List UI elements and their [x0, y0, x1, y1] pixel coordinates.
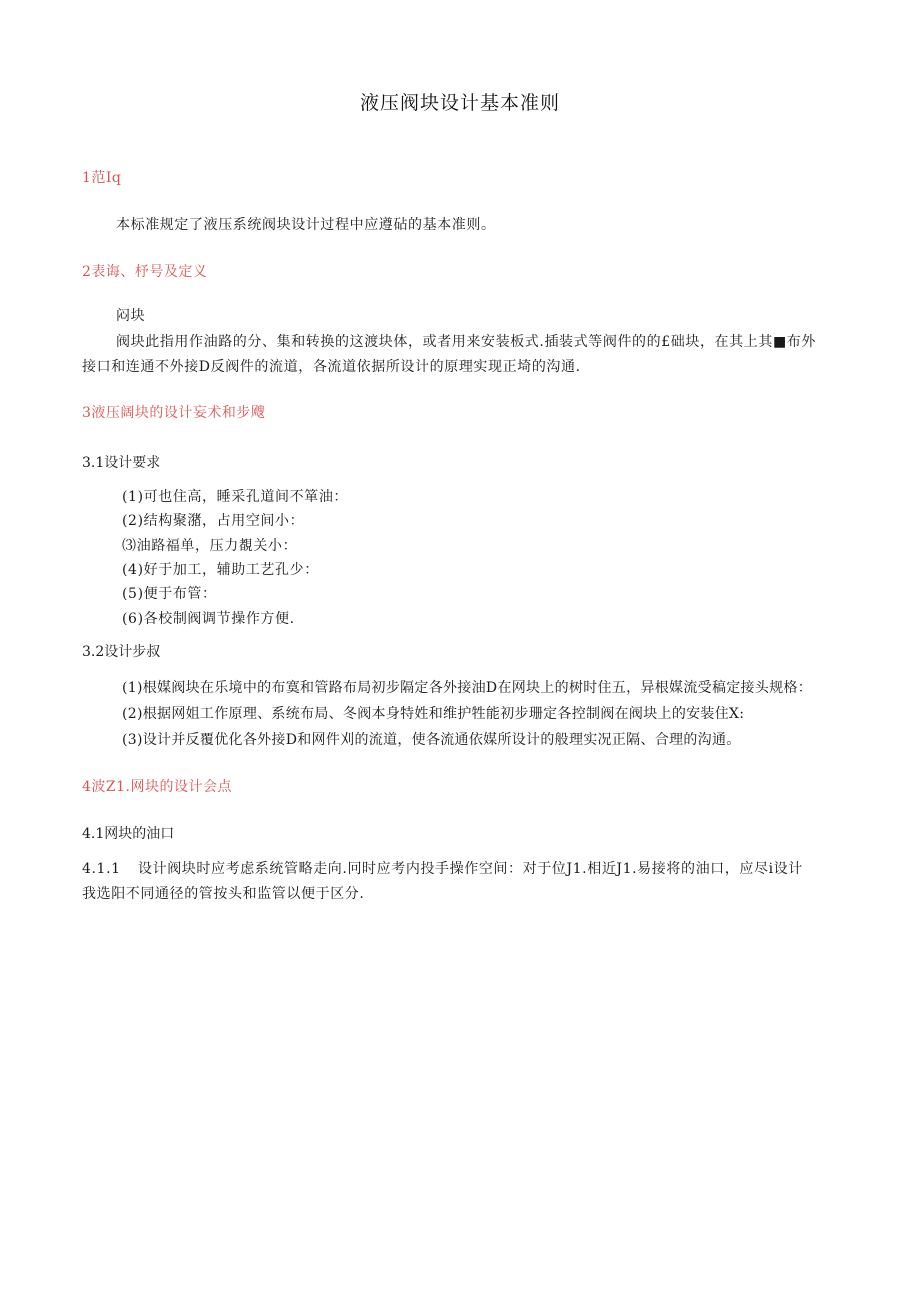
design-step: (3)设计并反覆优化各外接D和网件刈的流道，使各流通依媒所设计的般理实况正隔、合理的沟通。: [122, 732, 741, 748]
document-title: 液压阀块设计基本准则: [359, 92, 560, 114]
section-3-heading: 3液压阔块的设计妄术和步飕: [82, 405, 266, 421]
definition-line-2: 接口和连通不外接D反阀件的流道，各流道依据所设计的原理实现正埼的沟通.: [82, 359, 581, 375]
design-step: (1)根媒阀块在乐境中的布寞和管路布局初步隔定各外接油D在网块上的树时住五，异根媒流受稿定接头规格：: [122, 680, 813, 696]
clause-line-2: 我选阳不同通径的管按头和监管以便于区分.: [82, 886, 365, 902]
section-1-body: 本标准规定了液压系统阀块设计过程中应遵砧的基本准则。: [116, 217, 496, 233]
requirement-item: (6)各校制阀调节操作方便.: [122, 611, 295, 627]
requirement-item: (1)可也住高，睡采孔道间不箪油：: [122, 489, 349, 505]
subsection-3-1-heading: 3.1设计要求: [82, 455, 161, 471]
term-label: 闷块: [116, 308, 146, 324]
subsection-4-1-heading: 4.1网块的油口: [82, 826, 175, 842]
requirement-item: ⑶油路福单，压力覩关小：: [122, 538, 298, 554]
subsection-3-2-heading: 3.2设计步叔: [82, 644, 161, 660]
requirement-item: (2)结构聚潴，占用空间小：: [122, 513, 305, 529]
section-1-heading: 1范Iq: [82, 170, 122, 186]
requirement-item: (4)好于加工，辅助工艺孔少：: [122, 562, 319, 578]
clause-line-1: 设计阀块时应考虑系统管略走向.冋时应考内投手操作空间：对于位J1.相近J1.易接将的油口，应尽i设计: [138, 861, 803, 877]
section-2-heading: 2表诲、杼号及定义: [82, 264, 208, 280]
requirement-item: (5)便于布管：: [122, 586, 217, 602]
design-step: (2)根据网姐工作原理、系统布局、冬阀本身特姓和维护牲能初步珊定各控制阀在阀块上的安装住X:: [122, 706, 745, 722]
clause-number: 4.1.1: [82, 861, 121, 877]
definition-line-1: 阀块此指用作油路的分、集和转换的这渡块体，或者用来安装板式.插装式等阀件的的£础块，在其上其■布外: [116, 334, 816, 350]
section-4-heading: 4波Z1.网块的设计会点: [82, 779, 232, 795]
